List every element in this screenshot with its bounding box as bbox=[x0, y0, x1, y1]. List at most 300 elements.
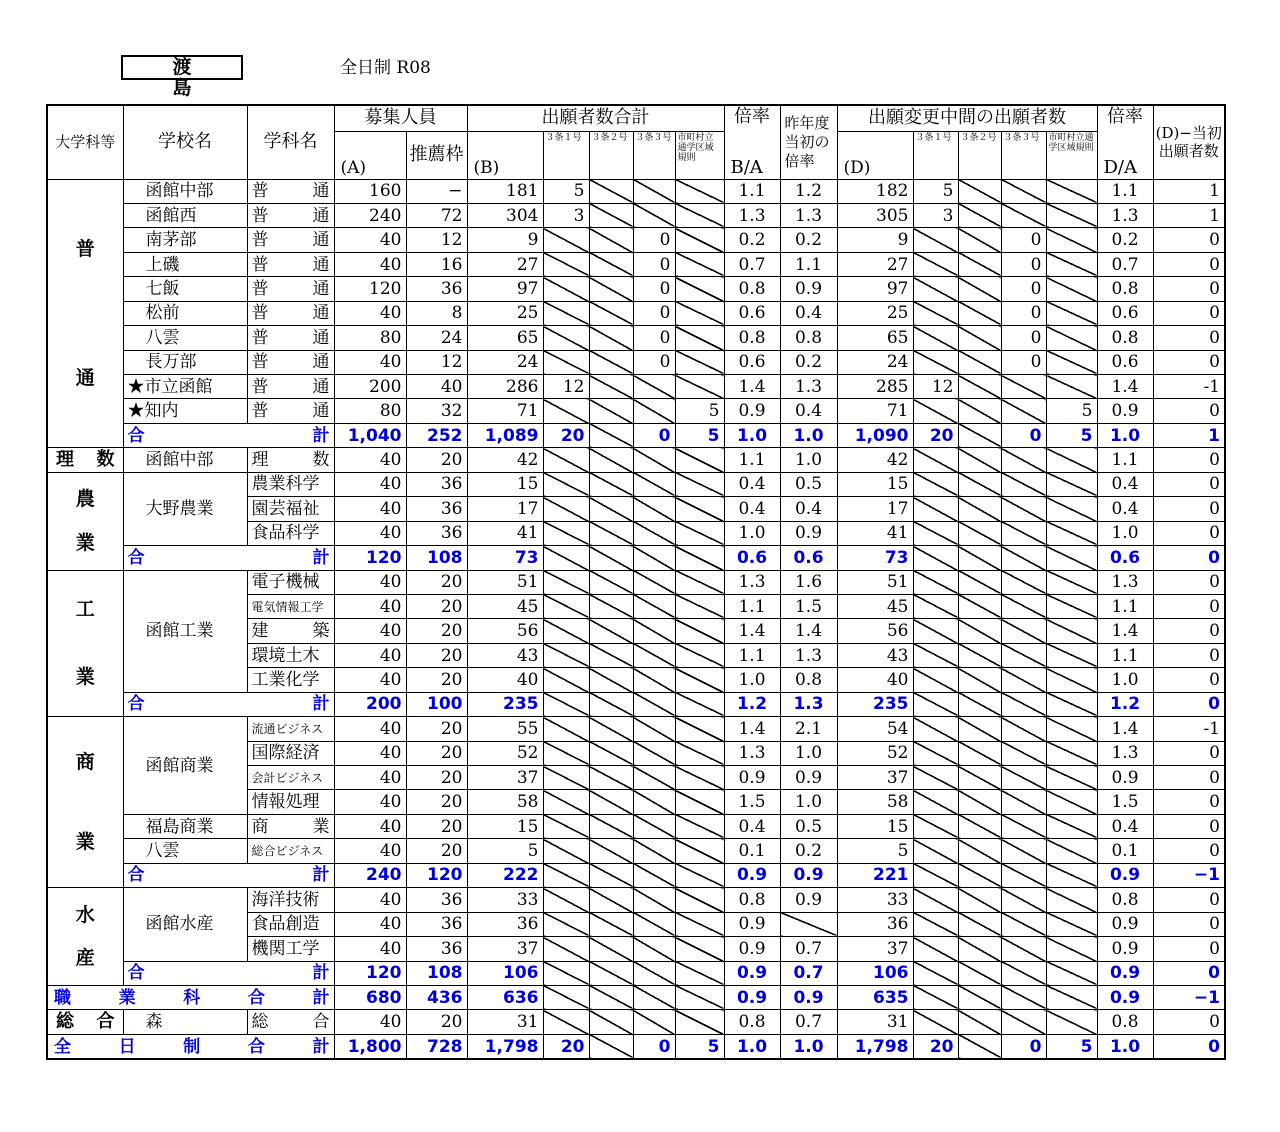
empty-cell bbox=[589, 619, 633, 643]
label-char: 合 bbox=[247, 987, 265, 1008]
empty-cell bbox=[958, 326, 1001, 350]
empty-cell bbox=[1001, 570, 1046, 594]
category-cell bbox=[47, 179, 123, 448]
cell-ly: 1.6 bbox=[780, 570, 837, 594]
empty-cell bbox=[589, 472, 633, 496]
empty-cell bbox=[958, 228, 1001, 252]
cell-rec: 36 bbox=[406, 888, 467, 912]
empty-cell bbox=[1001, 375, 1046, 399]
school-name: 大野農業 bbox=[123, 472, 247, 545]
table-row bbox=[47, 814, 1225, 838]
cell-ly: 0.9 bbox=[780, 277, 837, 301]
cell-r2: 1.1 bbox=[1097, 179, 1153, 203]
cell-c3: 0 bbox=[633, 277, 675, 301]
department-cell bbox=[247, 228, 334, 252]
total-label bbox=[124, 964, 334, 982]
category-char: 普 bbox=[75, 237, 95, 260]
cell-rec: 20 bbox=[406, 1010, 467, 1034]
department-char: 通 bbox=[312, 230, 330, 251]
department-cell bbox=[247, 277, 334, 301]
empty-cell bbox=[1001, 594, 1046, 618]
empty-cell bbox=[958, 937, 1001, 961]
empty-cell bbox=[633, 643, 675, 667]
empty-cell bbox=[913, 961, 958, 985]
department-name bbox=[248, 1013, 334, 1031]
empty-cell bbox=[1001, 985, 1046, 1009]
empty-cell bbox=[1001, 546, 1046, 570]
cell-ly: 0.9 bbox=[780, 521, 837, 545]
empty-cell bbox=[1046, 277, 1097, 301]
empty-cell bbox=[633, 472, 675, 496]
cell-b: 73 bbox=[467, 546, 543, 570]
cell-diff: −1 bbox=[1153, 863, 1225, 887]
cell-d3: 0 bbox=[1001, 228, 1046, 252]
empty-cell bbox=[1001, 179, 1046, 203]
cell-b: 55 bbox=[467, 717, 543, 741]
cell-d4: 5 bbox=[1046, 399, 1097, 423]
empty-cell bbox=[543, 741, 589, 765]
empty-cell bbox=[913, 399, 958, 423]
cell-d: 40 bbox=[837, 668, 913, 692]
empty-cell bbox=[675, 594, 724, 618]
cell-ly: 0.9 bbox=[780, 985, 837, 1009]
cell-d3: 0 bbox=[1001, 277, 1046, 301]
cell-d3: 0 bbox=[1001, 252, 1046, 276]
cell-diff: 0 bbox=[1153, 326, 1225, 350]
cell-diff: 0 bbox=[1153, 814, 1225, 838]
empty-cell bbox=[1046, 717, 1097, 741]
empty-cell bbox=[958, 1034, 1001, 1059]
school-name: 函館工業 bbox=[123, 570, 247, 692]
total-row bbox=[47, 423, 1225, 447]
cell-diff: 0 bbox=[1153, 888, 1225, 912]
empty-cell bbox=[633, 619, 675, 643]
department-char: 商 bbox=[251, 816, 269, 837]
cell-rec: 20 bbox=[406, 790, 467, 814]
cell-diff: 0 bbox=[1153, 766, 1225, 790]
cell-rec: 108 bbox=[406, 961, 467, 985]
cell-r2: 0.9 bbox=[1097, 937, 1153, 961]
department-cell bbox=[247, 790, 334, 814]
cell-ly: 0.9 bbox=[780, 888, 837, 912]
header-interim-art3-1: ３条１号 bbox=[913, 131, 958, 179]
cell-a: 120 bbox=[334, 546, 406, 570]
subtitle: 全日制 R08 bbox=[340, 58, 431, 78]
cell-diff: 0 bbox=[1153, 521, 1225, 545]
empty-cell bbox=[1046, 497, 1097, 521]
total-label-b: 計 bbox=[312, 963, 330, 984]
cell-rec: 20 bbox=[406, 448, 467, 472]
cell-b: 40 bbox=[467, 668, 543, 692]
header-interim-art3-2: ３条２号 bbox=[958, 131, 1001, 179]
cell-r2: 1.0 bbox=[1097, 423, 1153, 447]
cell-diff: 0 bbox=[1153, 497, 1225, 521]
department-name bbox=[248, 818, 334, 836]
department-cell bbox=[247, 203, 334, 227]
total-label-a: 合 bbox=[127, 425, 145, 446]
department-char: 普 bbox=[251, 205, 269, 226]
cell-r1: 1.1 bbox=[724, 643, 780, 667]
table-row bbox=[47, 399, 1225, 423]
department-char: 普 bbox=[251, 401, 269, 422]
empty-cell bbox=[1001, 766, 1046, 790]
cell-diff: 0 bbox=[1153, 937, 1225, 961]
empty-cell bbox=[1046, 643, 1097, 667]
cell-rec: 436 bbox=[406, 985, 467, 1009]
empty-cell bbox=[913, 717, 958, 741]
empty-cell bbox=[633, 839, 675, 863]
total-label-cell bbox=[123, 961, 334, 985]
cell-c3: 0 bbox=[633, 326, 675, 350]
empty-cell bbox=[1046, 692, 1097, 716]
total-label bbox=[124, 549, 334, 567]
empty-cell bbox=[913, 326, 958, 350]
cell-d: 41 bbox=[837, 521, 913, 545]
category-cell bbox=[47, 1010, 123, 1034]
empty-cell bbox=[1046, 1010, 1097, 1034]
empty-cell bbox=[675, 888, 724, 912]
empty-cell bbox=[1001, 741, 1046, 765]
cell-ly: 0.7 bbox=[780, 1010, 837, 1034]
empty-cell bbox=[913, 863, 958, 887]
cell-ly: 1.5 bbox=[780, 594, 837, 618]
total-label-b: 計 bbox=[312, 694, 330, 715]
empty-cell bbox=[1046, 839, 1097, 863]
cell-b: 106 bbox=[467, 961, 543, 985]
cell-b: 1,798 bbox=[467, 1034, 543, 1059]
label-char: 計 bbox=[312, 987, 330, 1008]
cell-rec: 36 bbox=[406, 497, 467, 521]
header-interim-d-label: (D) bbox=[843, 157, 871, 178]
empty-cell bbox=[543, 814, 589, 838]
total-label-b: 計 bbox=[312, 865, 330, 886]
empty-cell bbox=[589, 766, 633, 790]
cell-b: 25 bbox=[467, 301, 543, 325]
empty-cell bbox=[675, 375, 724, 399]
empty-cell bbox=[958, 472, 1001, 496]
header-ratio-label-2: 倍率 bbox=[1107, 106, 1143, 127]
cell-c3: 0 bbox=[633, 252, 675, 276]
cell-diff: 0 bbox=[1153, 277, 1225, 301]
cell-a: 40 bbox=[334, 937, 406, 961]
department-cell bbox=[247, 643, 334, 667]
empty-cell bbox=[1001, 692, 1046, 716]
cell-d: 635 bbox=[837, 985, 913, 1009]
empty-cell bbox=[1046, 375, 1097, 399]
empty-cell bbox=[633, 937, 675, 961]
cell-a: 40 bbox=[334, 790, 406, 814]
school-name: 上磯 bbox=[123, 252, 247, 276]
empty-cell bbox=[958, 643, 1001, 667]
total-label-a: 合 bbox=[127, 963, 145, 984]
department-name: 流通ビジネス bbox=[251, 721, 324, 736]
cell-ly: 0.7 bbox=[780, 937, 837, 961]
empty-cell bbox=[589, 546, 633, 570]
empty-cell bbox=[543, 692, 589, 716]
empty-cell bbox=[589, 961, 633, 985]
cell-r1: 0.9 bbox=[724, 912, 780, 936]
department-char: 普 bbox=[251, 376, 269, 397]
cell-b: 181 bbox=[467, 179, 543, 203]
category-char: 数 bbox=[96, 449, 115, 471]
department-cell bbox=[247, 888, 334, 912]
empty-cell bbox=[675, 692, 724, 716]
label-char: 科 bbox=[183, 987, 201, 1008]
cell-ly: 0.9 bbox=[780, 766, 837, 790]
empty-cell bbox=[1046, 961, 1097, 985]
cell-r1: 1.0 bbox=[724, 1034, 780, 1059]
cell-d: 65 bbox=[837, 326, 913, 350]
total-label-a: 合 bbox=[127, 547, 145, 568]
empty-cell bbox=[589, 203, 633, 227]
empty-cell bbox=[675, 203, 724, 227]
school-name: ★市立函館 bbox=[123, 375, 247, 399]
department-cell bbox=[247, 472, 334, 496]
table-row bbox=[47, 375, 1225, 399]
cell-a: 120 bbox=[334, 277, 406, 301]
empty-cell bbox=[913, 301, 958, 325]
header-ratio-da-label: D/A bbox=[1103, 156, 1137, 178]
cell-rec: 100 bbox=[406, 692, 467, 716]
table-row bbox=[47, 570, 1225, 594]
cell-r1: 0.8 bbox=[724, 888, 780, 912]
cell-a: 40 bbox=[334, 448, 406, 472]
cell-diff: -1 bbox=[1153, 717, 1225, 741]
empty-cell bbox=[543, 912, 589, 936]
cell-r2: 0.2 bbox=[1097, 228, 1153, 252]
empty-cell bbox=[958, 985, 1001, 1009]
cell-c1: 3 bbox=[543, 203, 589, 227]
category-char: 水 bbox=[75, 903, 95, 926]
cell-r2: 0.8 bbox=[1097, 1010, 1153, 1034]
category-char: 農 bbox=[75, 488, 95, 511]
empty-cell bbox=[958, 375, 1001, 399]
empty-cell bbox=[589, 521, 633, 545]
department-cell bbox=[247, 619, 334, 643]
cell-b: 9 bbox=[467, 228, 543, 252]
empty-cell bbox=[1046, 350, 1097, 374]
empty-cell bbox=[589, 375, 633, 399]
empty-cell bbox=[675, 301, 724, 325]
cell-r2: 0.9 bbox=[1097, 985, 1153, 1009]
total-label bbox=[124, 695, 334, 713]
empty-cell bbox=[1046, 448, 1097, 472]
department-cell bbox=[247, 521, 334, 545]
cell-b: 97 bbox=[467, 277, 543, 301]
empty-cell bbox=[633, 668, 675, 692]
empty-cell bbox=[913, 766, 958, 790]
empty-cell bbox=[589, 888, 633, 912]
empty-cell bbox=[1046, 937, 1097, 961]
department-char: 通 bbox=[312, 327, 330, 348]
cell-r1: 1.3 bbox=[724, 203, 780, 227]
cell-ly: 0.2 bbox=[780, 839, 837, 863]
category-char: 通 bbox=[75, 366, 95, 389]
empty-cell bbox=[589, 985, 633, 1009]
empty-cell bbox=[675, 668, 724, 692]
cell-ly: 1.3 bbox=[780, 203, 837, 227]
department-cell bbox=[247, 741, 334, 765]
table-row bbox=[47, 252, 1225, 276]
department-name bbox=[248, 182, 334, 200]
empty-cell bbox=[633, 203, 675, 227]
cell-c1: 20 bbox=[543, 1034, 589, 1059]
department-name: 工業化学 bbox=[251, 669, 320, 690]
cell-rec: − bbox=[406, 179, 467, 203]
cell-b: 27 bbox=[467, 252, 543, 276]
cell-b: 5 bbox=[467, 839, 543, 863]
empty-cell bbox=[958, 839, 1001, 863]
department-name bbox=[248, 280, 334, 298]
table-row bbox=[47, 301, 1225, 325]
empty-cell bbox=[1001, 399, 1046, 423]
department-char: 普 bbox=[251, 181, 269, 202]
department-name bbox=[248, 231, 334, 249]
cell-r2: 0.4 bbox=[1097, 472, 1153, 496]
category-label bbox=[48, 722, 123, 883]
empty-cell bbox=[675, 790, 724, 814]
empty-cell bbox=[633, 521, 675, 545]
cell-r1: 1.1 bbox=[724, 179, 780, 203]
cell-ly: 0.8 bbox=[780, 668, 837, 692]
department-char: 築 bbox=[312, 621, 330, 642]
cell-r2: 0.6 bbox=[1097, 350, 1153, 374]
empty-cell bbox=[589, 252, 633, 276]
department-name: 国際経済 bbox=[251, 743, 320, 764]
cell-a: 40 bbox=[334, 619, 406, 643]
cell-a: 40 bbox=[334, 570, 406, 594]
cell-rec: 20 bbox=[406, 594, 467, 618]
cell-d1: 20 bbox=[913, 1034, 958, 1059]
empty-cell bbox=[675, 521, 724, 545]
total-row bbox=[47, 961, 1225, 985]
department-name bbox=[248, 256, 334, 274]
empty-cell bbox=[633, 741, 675, 765]
empty-cell bbox=[780, 912, 837, 936]
empty-cell bbox=[1046, 252, 1097, 276]
empty-cell bbox=[958, 497, 1001, 521]
empty-cell bbox=[958, 619, 1001, 643]
header-recruit-a-label: (A) bbox=[340, 157, 367, 178]
department-cell bbox=[247, 301, 334, 325]
empty-cell bbox=[1001, 643, 1046, 667]
department-name: 情報処理 bbox=[251, 792, 320, 813]
department-cell bbox=[247, 399, 334, 423]
empty-cell bbox=[589, 912, 633, 936]
cell-r1: 1.1 bbox=[724, 594, 780, 618]
empty-cell bbox=[1046, 326, 1097, 350]
cell-c3: 0 bbox=[633, 1034, 675, 1059]
empty-cell bbox=[589, 717, 633, 741]
empty-cell bbox=[1046, 546, 1097, 570]
cell-b: 17 bbox=[467, 497, 543, 521]
cell-r1: 1.0 bbox=[724, 423, 780, 447]
cell-b: 45 bbox=[467, 594, 543, 618]
department-char: 理 bbox=[251, 450, 269, 471]
cell-a: 200 bbox=[334, 692, 406, 716]
cell-rec: 36 bbox=[406, 912, 467, 936]
header-ratio-ba-label: B/A bbox=[730, 156, 763, 178]
table-row bbox=[47, 350, 1225, 374]
empty-cell bbox=[913, 1010, 958, 1034]
cell-a: 240 bbox=[334, 863, 406, 887]
cell-d4: 5 bbox=[1046, 1034, 1097, 1059]
empty-cell bbox=[1046, 570, 1097, 594]
empty-cell bbox=[1001, 619, 1046, 643]
empty-cell bbox=[633, 961, 675, 985]
cell-d: 54 bbox=[837, 717, 913, 741]
empty-cell bbox=[958, 814, 1001, 838]
empty-cell bbox=[1001, 521, 1046, 545]
empty-cell bbox=[675, 546, 724, 570]
cell-diff: 0 bbox=[1153, 350, 1225, 374]
vocational-total-row bbox=[47, 985, 1225, 1009]
cell-r1: 0.6 bbox=[724, 350, 780, 374]
empty-cell bbox=[589, 643, 633, 667]
empty-cell bbox=[589, 497, 633, 521]
cell-ly: 0.5 bbox=[780, 814, 837, 838]
empty-cell bbox=[958, 741, 1001, 765]
empty-cell bbox=[675, 863, 724, 887]
cell-rec: 24 bbox=[406, 326, 467, 350]
cell-a: 40 bbox=[334, 301, 406, 325]
empty-cell bbox=[633, 399, 675, 423]
cell-b: 222 bbox=[467, 863, 543, 887]
empty-cell bbox=[913, 521, 958, 545]
cell-d: 182 bbox=[837, 179, 913, 203]
header-applicants-b bbox=[467, 131, 543, 179]
cell-rec: 120 bbox=[406, 863, 467, 887]
cell-b: 51 bbox=[467, 570, 543, 594]
cell-r1: 1.4 bbox=[724, 619, 780, 643]
empty-cell bbox=[543, 472, 589, 496]
label-char: 制 bbox=[183, 1036, 201, 1057]
department-char: 通 bbox=[312, 278, 330, 299]
empty-cell bbox=[633, 692, 675, 716]
cell-r1: 1.0 bbox=[724, 521, 780, 545]
empty-cell bbox=[675, 570, 724, 594]
cell-d3: 0 bbox=[1001, 423, 1046, 447]
school-name: 七飯 bbox=[123, 277, 247, 301]
cell-rec: 36 bbox=[406, 472, 467, 496]
empty-cell bbox=[913, 546, 958, 570]
department-cell bbox=[247, 912, 334, 936]
cell-ly: 0.4 bbox=[780, 497, 837, 521]
empty-cell bbox=[543, 937, 589, 961]
department-cell bbox=[247, 252, 334, 276]
cell-r1: 1.3 bbox=[724, 741, 780, 765]
empty-cell bbox=[633, 766, 675, 790]
table-row bbox=[47, 228, 1225, 252]
empty-cell bbox=[958, 179, 1001, 203]
cell-r1: 1.0 bbox=[724, 668, 780, 692]
cell-r2: 0.8 bbox=[1097, 326, 1153, 350]
empty-cell bbox=[543, 546, 589, 570]
empty-cell bbox=[675, 179, 724, 203]
cell-rec: 20 bbox=[406, 741, 467, 765]
total-row bbox=[47, 546, 1225, 570]
empty-cell bbox=[675, 985, 724, 1009]
cell-r1: 1.3 bbox=[724, 570, 780, 594]
cell-ly: 2.1 bbox=[780, 717, 837, 741]
cell-d: 221 bbox=[837, 863, 913, 887]
empty-cell bbox=[958, 277, 1001, 301]
cell-ly: 0.5 bbox=[780, 472, 837, 496]
header-diff: (D)−当初出願者数 bbox=[1153, 105, 1225, 179]
cell-r2: 1.3 bbox=[1097, 741, 1153, 765]
cell-rec: 20 bbox=[406, 717, 467, 741]
department-char: 通 bbox=[312, 205, 330, 226]
